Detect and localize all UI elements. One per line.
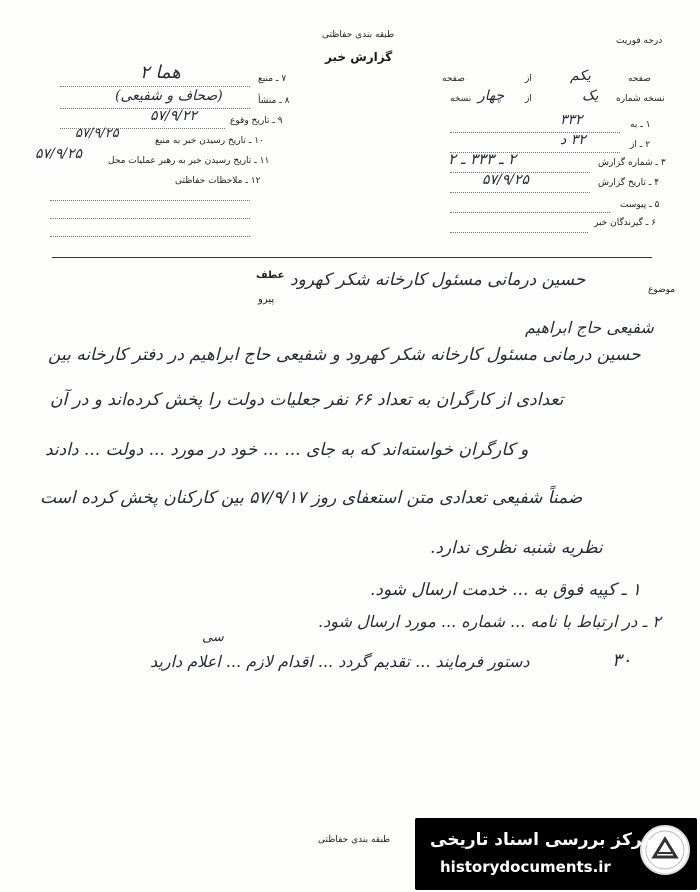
field-source-received-value: ۵۷/۹/۲۵ [75,126,119,141]
atf-label: عطف [256,270,285,281]
body-line-1: حسین درمانی مسئول کارخانه شکر کهرود و شفیعی حاج ابراهیم در دفتر کارخانه بین [48,345,641,365]
field-report-number-label: ۳ ـ شماره گزارش [598,158,666,168]
body-line-3: و کارگران خواسته‌اند که به جای ... ... خود در مورد ... دولت ... دادند [45,440,529,460]
field-report-number-value: ۲ ـ ۳۳۳ ـ ۲ [448,150,517,168]
copy-label: نسخه شماره [616,94,665,104]
field-event-date-value: ۵۷/۹/۲۲ [150,108,198,124]
body-line-4: ضمناً شفیعی تعدادی متن استعفای روز ۵۷/۹/۱۷ بین کارکنان پخش کرده است [40,488,583,508]
classification-top: طبقه بندی حفاظتی [322,30,395,40]
field-source-label: ۷ ـ منبع [258,74,287,84]
field-ops-received-label: ۱۱ ـ تاریخ رسیدن خبر به رهبر عملیات محل [108,156,270,166]
note-mark: سی [202,630,224,645]
page-of-label: از [525,74,532,84]
field-report-date-label: ۴ ـ تاریخ گزارش [598,178,660,188]
urgency-label: درجه فوریت [616,36,663,46]
field-origin-label: ۸ ـ منشأ [258,96,290,106]
body-line-5: نظریه شنبه نظری ندارد. [430,538,603,558]
form-title: گزارش خبر [325,50,393,64]
page-label: صفحه [628,74,651,84]
field-source-received-label: ۱۰ ـ تاریخ رسیدن خبر به منبع [155,136,264,146]
copy-unit: نسخه [450,94,472,104]
subject-label: موضوع [648,285,676,295]
body-line-2: تعدادی از کارگران به تعداد ۶۶ نفر جعلیات دولت را پخش کرده‌اند و در آن [50,390,564,410]
field-event-date-label: ۹ ـ تاریخ وقوع [230,116,283,126]
classification-bottom: طبقه بندی حفاظتی [318,835,391,845]
page-value: یکم [570,68,591,84]
watermark-url: historydocuments.ir [440,858,611,876]
field-attachment-label: ۵ ـ پیوست [620,200,660,210]
note-line-2: دستور فرمایند ... تقدیم گردد ... اقدام لازم ... اعلام دارید [150,652,530,671]
field-ops-received-value: ۵۷/۹/۲۵ [35,146,83,162]
copy-value: یک [582,88,599,104]
copy-of-label: از [525,94,532,104]
note-number: ۳۰ [612,650,632,671]
header-divider [52,257,652,258]
field-recipients-label: ۶ ـ گیرندگان خبر [594,218,657,228]
subject-line-1: حسین درمانی مسئول کارخانه شکر کهرود [290,270,586,290]
field-to-value: ۳۳۲ [560,112,583,128]
field-security-notes-label: ۱۲ ـ ملاحظات حفاظتی [175,176,261,186]
watermark-title: مرکز بررسی اسناد تاریخی [430,830,653,850]
body-line-6: ۱ ـ کپیه فوق به ... خدمت ارسال شود. [370,580,641,600]
peyro-label: پیرو [258,294,275,305]
field-source-value: هما ۲ [140,62,181,83]
page-unit-label: صفحه [442,74,465,84]
subject-line-2: شفیعی حاج ابراهیم [525,318,654,337]
field-to-label: ۱ ـ به [630,120,651,130]
field-origin-value: (صحاف و شفیعی) [115,88,223,104]
field-report-date-value: ۵۷/۹/۲۵ [482,172,530,188]
note-line-1: ۲ ـ در ارتباط با نامه ... شماره ... مورد ارسال شود. [318,612,661,631]
field-from-value: ۳۲ د [560,132,586,148]
field-from-label: ۲ ـ از [630,140,651,150]
copy-of-value: چهار [478,88,505,104]
